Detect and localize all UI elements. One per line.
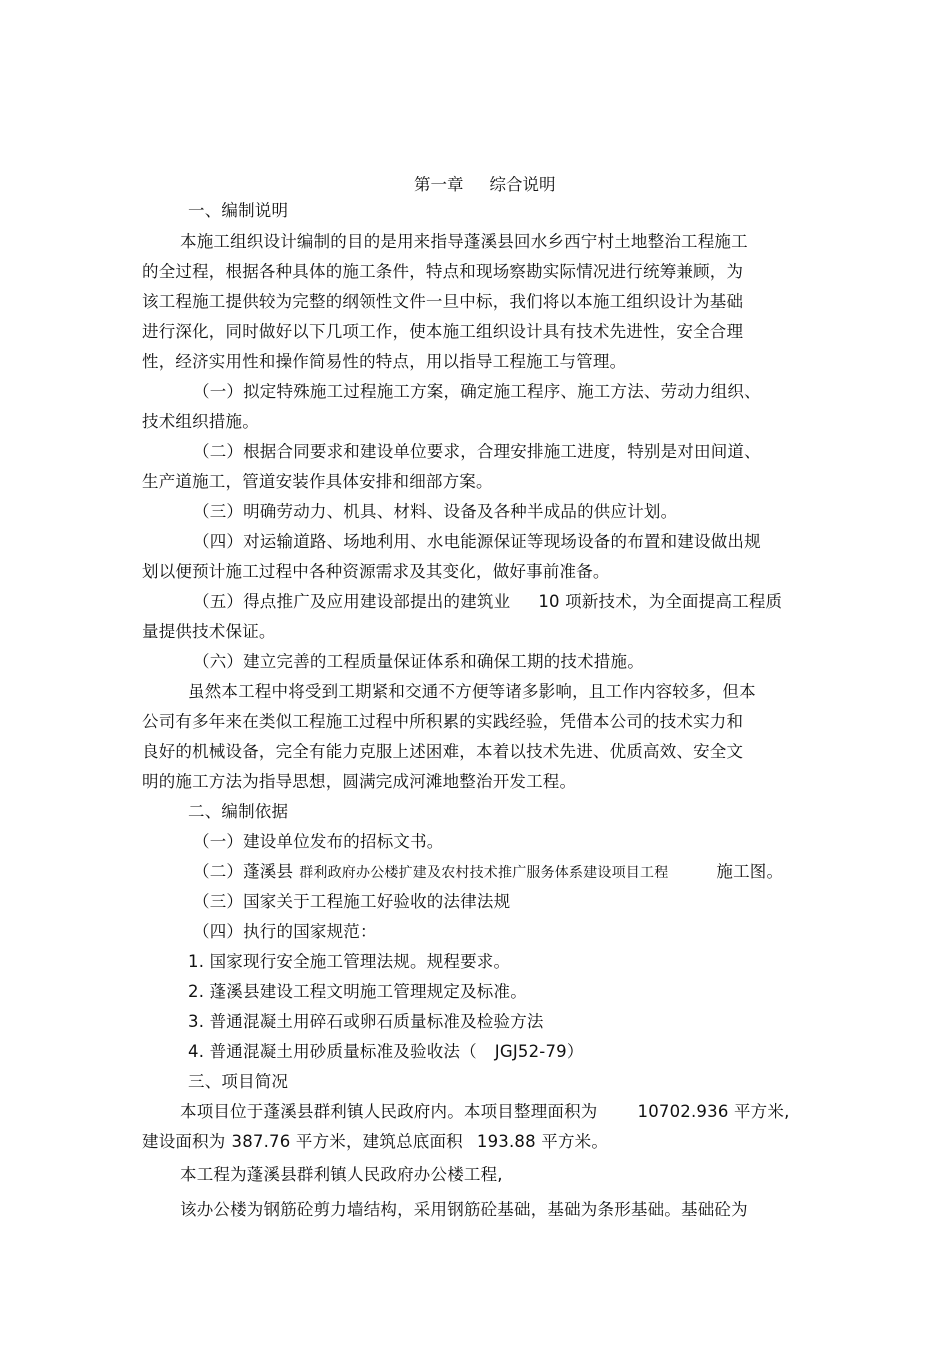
norm-item bbox=[188, 1042, 584, 1062]
norm-item-text: 4. 普通混凝土用砂质量标准及验收法（ bbox=[188, 1042, 477, 1061]
norm-item: 3. 普通混凝土用碎石或卵石质量标准及检验方法 bbox=[188, 1012, 544, 1031]
basis-item: （三）国家关于工程施工好验收的法律法规 bbox=[193, 892, 511, 911]
chapter-name: 综合说明 bbox=[489, 175, 556, 194]
overview-area: 10702.936 平方米, bbox=[637, 1102, 790, 1121]
section-heading-3: 三、项目简况 bbox=[188, 1072, 289, 1091]
section-heading-2: 二、编制依据 bbox=[188, 802, 289, 821]
list-item-continuation: 划以便预计施工过程中各种资源需求及其变化，做好事前准备。 bbox=[142, 562, 610, 581]
basis-item: （四）执行的国家规范： bbox=[193, 922, 377, 941]
paragraph-line: 进行深化，同时做好以下几项工作，使本施工组织设计具有技术先进性，安全合理 bbox=[142, 322, 744, 341]
list-item: （一）拟定特殊施工过程施工方案，确定施工程序、施工方法、劳动力组织、 bbox=[193, 382, 761, 401]
paragraph-line: 虽然本工程中将受到工期紧和交通不方便等诸多影响，且工作内容较多，但本 bbox=[188, 682, 756, 701]
norm-code: JGJ52-79） bbox=[494, 1042, 584, 1061]
norm-item: 1. 国家现行安全施工管理法规。规程要求。 bbox=[188, 952, 511, 971]
list-item-continuation: 技术组织措施。 bbox=[142, 412, 259, 431]
list-item: （六）建立完善的工程质量保证体系和确保工期的技术措施。 bbox=[193, 652, 644, 671]
section-heading-1: 一、编制说明 bbox=[188, 201, 289, 220]
overview-text: 本项目位于蓬溪县群利镇人民政府内。本项目整理面积为 bbox=[180, 1102, 598, 1121]
overview-text: 建设面积为 bbox=[142, 1132, 226, 1151]
list-item bbox=[193, 592, 782, 612]
overview-area: 387.76 平方米，建筑总底面积 bbox=[231, 1132, 463, 1151]
basis-item-text: （二）蓬溪县 bbox=[193, 862, 294, 881]
norm-item: 2. 蓬溪县建设工程文明施工管理规定及标准。 bbox=[188, 982, 527, 1001]
list-item: （四）对运输道路、场地利用、水电能源保证等现场设备的布置和建设做出规 bbox=[193, 532, 761, 551]
overview-area: 193.88 平方米。 bbox=[476, 1132, 609, 1151]
basis-item: （一）建设单位发布的招标文书。 bbox=[193, 832, 444, 851]
overview-line: 本工程为蓬溪县群利镇人民政府办公楼工程, bbox=[180, 1165, 503, 1184]
chapter-heading bbox=[414, 171, 556, 195]
basis-item-text: 施工图。 bbox=[716, 862, 784, 881]
paragraph-line: 性，经济实用性和操作简易性的特点，用以指导工程施工与管理。 bbox=[142, 352, 627, 371]
list-item: （二）根据合同要求和建设单位要求，合理安排施工进度，特别是对田间道、 bbox=[193, 442, 761, 461]
list-item-continuation: 生产道施工，管道安装作具体安排和细部方案。 bbox=[142, 472, 493, 491]
paragraph-line: 本施工组织设计编制的目的是用来指导蓬溪县回水乡西宁村土地整治工程施工 bbox=[180, 232, 748, 251]
list-item-text: 10 项新技术，为全面提高工程质 bbox=[538, 592, 783, 611]
overview-line bbox=[142, 1132, 608, 1152]
paragraph-line: 明的施工方法为指导思想，圆满完成河滩地整治开发工程。 bbox=[142, 772, 577, 791]
list-item-continuation: 量提供技术保证。 bbox=[142, 622, 276, 641]
project-name: 群利政府办公楼扩建及农村技术推广服务体系建设项目工程 bbox=[299, 865, 669, 881]
paragraph-line: 的全过程，根据各种具体的施工条件，特点和现场察勘实际情况进行统筹兼顾，为 bbox=[142, 262, 744, 281]
paragraph-line: 公司有多年来在类似工程施工过程中所积累的实践经验，凭借本公司的技术实力和 bbox=[142, 712, 744, 731]
list-item-text: （五）得点推广及应用建设部提出的建筑业 bbox=[193, 592, 511, 611]
chapter-number: 第一章 bbox=[414, 175, 464, 194]
list-item: （三）明确劳动力、机具、材料、设备及各种半成品的供应计划。 bbox=[193, 502, 678, 521]
paragraph-line: 该工程施工提供较为完整的纲领性文件一旦中标，我们将以本施工组织设计为基础 bbox=[142, 292, 744, 311]
overview-line: 该办公楼为钢筋砼剪力墙结构，采用钢筋砼基础，基础为条形基础。基础砼为 bbox=[180, 1200, 748, 1219]
basis-item bbox=[193, 862, 783, 883]
overview-line bbox=[180, 1102, 790, 1122]
paragraph-line: 良好的机械设备，完全有能力克服上述困难，本着以技术先进、优质高效、安全文 bbox=[142, 742, 744, 761]
